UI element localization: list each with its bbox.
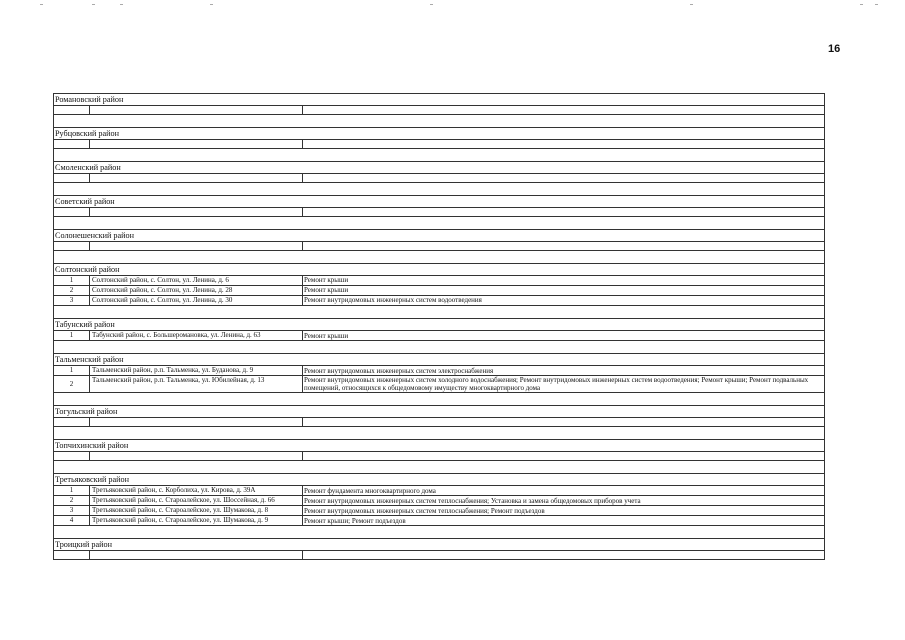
table-row bbox=[53, 506, 825, 516]
work-type-cell: Ремонт крыши bbox=[304, 276, 349, 284]
table-row bbox=[53, 207, 825, 217]
work-type-cell: Ремонт внутридомовых инженерных систем теплоснабжения; Ремонт подъездов bbox=[304, 506, 545, 515]
row-number-cell bbox=[54, 140, 90, 148]
table-row bbox=[53, 296, 825, 306]
row-number: 2 bbox=[54, 286, 90, 295]
repair-program-table bbox=[53, 93, 825, 560]
address-cell: Солтонский район, с. Солтон, ул. Ленина, д. 28 bbox=[90, 286, 303, 295]
address-cell: Солтонский район, с. Солтон, ул. Ленина, д. 6 bbox=[90, 276, 303, 285]
section-gap bbox=[53, 115, 825, 127]
address-cell bbox=[90, 418, 303, 426]
address-cell: Тальменский район, р.п. Тальменка, ул. Юбилейная, д. 13 bbox=[90, 376, 303, 392]
address-cell bbox=[90, 174, 303, 182]
section-gap bbox=[53, 393, 825, 405]
district-header: Солонешенский район bbox=[53, 229, 825, 241]
district-header: Романовский район bbox=[53, 93, 825, 105]
row-number-cell bbox=[54, 174, 90, 182]
address-cell bbox=[90, 452, 303, 460]
work-type-cell: Ремонт крыши bbox=[304, 286, 349, 294]
work-type-cell: Ремонт фундамента многоквартирного дома bbox=[304, 486, 436, 495]
work-type-cell bbox=[303, 174, 824, 182]
table-row bbox=[53, 485, 825, 496]
section-gap bbox=[53, 149, 825, 161]
district-header: Смоленский район bbox=[53, 161, 825, 173]
row-number: 1 bbox=[54, 276, 90, 285]
district-header: Тогульский район bbox=[53, 405, 825, 417]
work-type-cell: Ремонт внутридомовых инженерных систем теплоснабжения; Установка и замена общедомовых приборов учета bbox=[304, 496, 641, 505]
district-header: Рубцовский район bbox=[53, 127, 825, 139]
work-type-cell bbox=[303, 551, 824, 559]
work-type-cell: Ремонт крыши; Ремонт подъездов bbox=[304, 516, 406, 525]
address-cell bbox=[90, 140, 303, 148]
table-row bbox=[53, 286, 825, 296]
work-type-cell bbox=[303, 418, 824, 426]
address-cell: Третьяковский район, с. Корболиха, ул. Кирова, д. 39А bbox=[90, 486, 303, 495]
work-type-cell: Ремонт внутридомовых инженерных систем холодного водоснабжения; Ремонт внутридомовых инженерных систем водоотведения; Ремонт крыши; Ремонт подвальных помещений, относящихся к общедомовому имуществу многоквартирного дома bbox=[304, 376, 809, 392]
page-number: 16 bbox=[828, 43, 841, 55]
table-row bbox=[53, 139, 825, 149]
work-type-cell bbox=[303, 140, 824, 148]
scan-artifacts bbox=[0, 4, 905, 6]
table-row bbox=[53, 496, 825, 506]
section-gap bbox=[53, 217, 825, 229]
section-gap bbox=[53, 306, 825, 318]
address-cell: Табунский район, с. Большеромановка, ул. Ленина, д. 63 bbox=[90, 331, 303, 340]
district-header: Табунский район bbox=[53, 318, 825, 330]
district-header: Тальменский район bbox=[53, 353, 825, 365]
address-cell bbox=[90, 242, 303, 250]
work-type-cell: Ремонт внутридомовых инженерных систем электроснабжения bbox=[304, 366, 494, 375]
table-row bbox=[53, 516, 825, 526]
address-cell: Тальменский район, р.п. Тальменка, ул. Буданова, д. 9 bbox=[90, 366, 303, 375]
section-gap bbox=[53, 526, 825, 538]
table-row bbox=[53, 550, 825, 560]
row-number: 1 bbox=[54, 331, 90, 340]
district-header: Троицкий район bbox=[53, 538, 825, 550]
work-type-cell: Ремонт крыши bbox=[304, 331, 349, 340]
work-type-cell bbox=[303, 106, 824, 114]
table-row bbox=[53, 173, 825, 183]
row-number: 1 bbox=[54, 486, 90, 495]
work-type-cell bbox=[303, 208, 824, 216]
row-number: 2 bbox=[54, 376, 90, 392]
row-number: 1 bbox=[54, 366, 90, 375]
table-row bbox=[53, 105, 825, 115]
table-row bbox=[53, 451, 825, 461]
work-type-cell bbox=[303, 452, 824, 460]
work-type-cell bbox=[303, 242, 824, 250]
district-header: Советский район bbox=[53, 195, 825, 207]
table-row bbox=[53, 330, 825, 341]
address-cell: Третьяковский район, с. Староалейское, ул. Шумакова, д. 9 bbox=[90, 516, 303, 525]
section-gap bbox=[53, 183, 825, 195]
section-gap bbox=[53, 251, 825, 263]
district-header: Третьяковский район bbox=[53, 473, 825, 485]
row-number-cell bbox=[54, 452, 90, 460]
row-number-cell bbox=[54, 106, 90, 114]
row-number-cell bbox=[54, 418, 90, 426]
table-row bbox=[53, 417, 825, 427]
row-number: 3 bbox=[54, 506, 90, 515]
table-row bbox=[53, 241, 825, 251]
row-number-cell bbox=[54, 242, 90, 250]
district-header: Солтонский район bbox=[53, 263, 825, 275]
row-number: 2 bbox=[54, 496, 90, 505]
section-gap bbox=[53, 427, 825, 439]
address-cell: Третьяковский район, с. Староалейское, ул. Шумакова, д. 8 bbox=[90, 506, 303, 515]
row-number: 3 bbox=[54, 296, 90, 305]
address-cell bbox=[90, 551, 303, 559]
district-header: Топчихинский район bbox=[53, 439, 825, 451]
row-number: 4 bbox=[54, 516, 90, 525]
section-gap bbox=[53, 461, 825, 473]
address-cell: Солтонский район, с. Солтон, ул. Ленина, д. 30 bbox=[90, 296, 303, 305]
table-row bbox=[53, 275, 825, 286]
section-gap bbox=[53, 341, 825, 353]
table-row bbox=[53, 376, 825, 393]
work-type-cell: Ремонт внутридомовых инженерных систем водоотведения bbox=[304, 296, 482, 304]
address-cell: Третьяковский район, с. Староалейское, ул. Шоссейная, д. 66 bbox=[90, 496, 303, 505]
address-cell bbox=[90, 208, 303, 216]
table-row bbox=[53, 365, 825, 376]
address-cell bbox=[90, 106, 303, 114]
row-number-cell bbox=[54, 551, 90, 559]
row-number-cell bbox=[54, 208, 90, 216]
